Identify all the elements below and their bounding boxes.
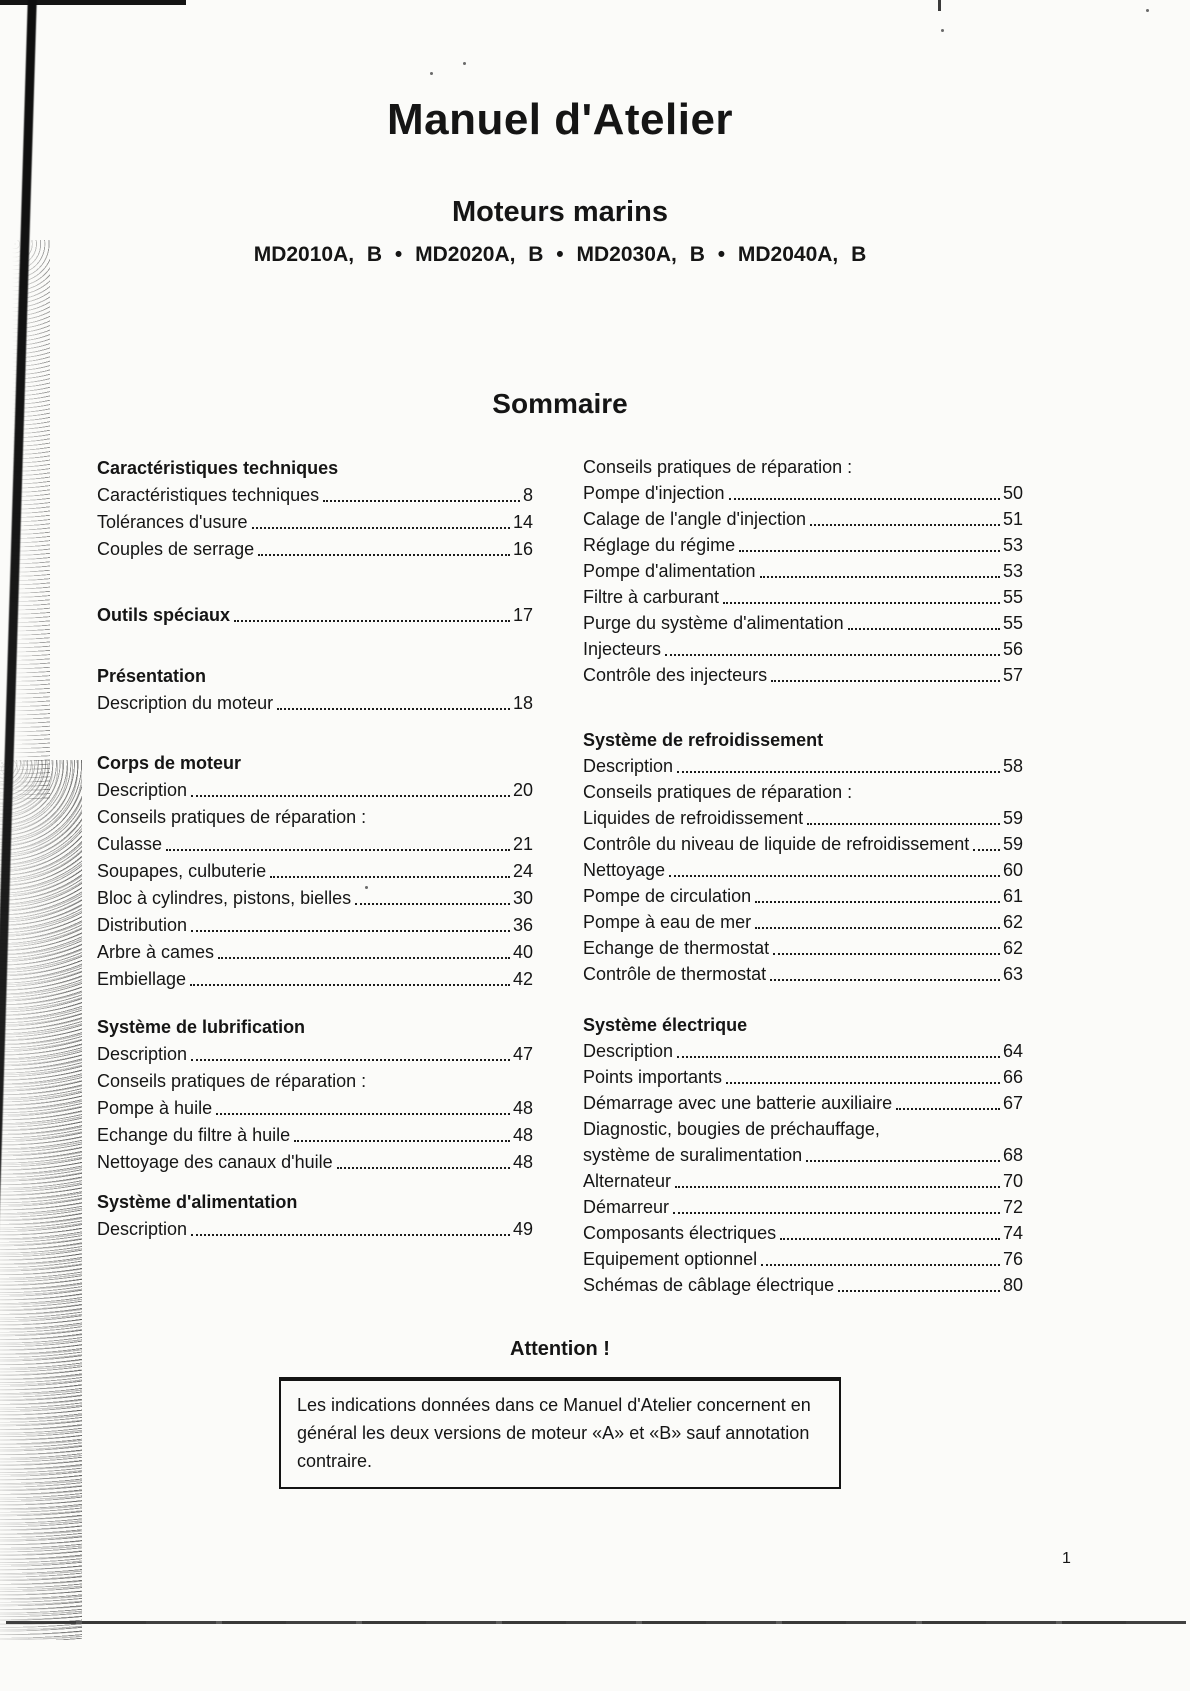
toc-title: Sommaire	[492, 388, 628, 419]
toc-entry-label: Conseils pratiques de réparation :	[97, 807, 367, 827]
toc-entry	[97, 936, 533, 963]
toc-entry-label: Alternateur	[583, 1171, 672, 1191]
toc-entry-page: 62	[1002, 938, 1023, 958]
toc-entry-page: 51	[1002, 509, 1023, 529]
toc-entry-page: 70	[1002, 1171, 1023, 1191]
toc-section-heading: Système de lubrification	[97, 1017, 306, 1037]
toc-entry	[583, 660, 1023, 686]
toc-section-heading: Système de refroidissement	[583, 730, 824, 750]
toc-section-heading: Caractéristiques techniques	[97, 458, 339, 478]
toc-entry-page: 48	[512, 1098, 533, 1118]
toc-entry	[583, 751, 1023, 777]
document-subtitle: Moteurs marins	[452, 196, 668, 228]
toc-entry-label: Diagnostic, bougies de préchauffage,	[583, 1119, 880, 1139]
toc-entry-label: Echange de thermostat	[583, 938, 770, 958]
toc-entry-label: Points importants	[583, 1067, 723, 1087]
toc-entry-page: 30	[512, 888, 533, 908]
toc-entry	[97, 963, 533, 990]
dot-leader	[723, 602, 1000, 604]
toc-entry	[583, 907, 1023, 933]
toc-entry	[583, 608, 1023, 634]
toc-entry-label: Contrôle du niveau de liquide de refroidissement	[583, 834, 970, 854]
toc-entry-page: 20	[512, 780, 533, 800]
toc-entry-page: 21	[512, 834, 533, 854]
dot-leader	[234, 620, 510, 622]
toc-entry	[583, 881, 1023, 907]
toc-entry-label: Liquides de refroidissement	[583, 808, 804, 828]
toc-entry-label: Description	[97, 1219, 188, 1239]
toc-entry	[583, 803, 1023, 829]
toc-section-heading: Corps de moteur	[97, 753, 242, 773]
dot-leader	[277, 708, 510, 710]
toc-entry-page: 60	[1002, 860, 1023, 880]
toc-entry-page: 48	[512, 1125, 533, 1145]
toc-entry-label: Pompe d'alimentation	[583, 561, 756, 581]
toc-entry-label: Tolérances d'usure	[97, 512, 248, 532]
toc-entry	[583, 504, 1023, 530]
toc-entry-label: Réglage du régime	[583, 535, 736, 555]
toc-entry-page: 76	[1002, 1249, 1023, 1269]
toc-entry-page: 68	[1002, 1145, 1023, 1165]
toc-column-left	[97, 452, 533, 1240]
toc-block	[97, 747, 533, 990]
toc-entry	[97, 801, 533, 828]
toc-block	[97, 1011, 533, 1173]
toc-entry	[97, 882, 533, 909]
toc-entry-label: Soupapes, culbuterie	[97, 861, 267, 881]
dot-leader	[973, 849, 1000, 851]
toc-entry	[583, 1244, 1023, 1270]
toc-entry-label: Conseils pratiques de réparation :	[97, 1071, 367, 1091]
toc-entry-label: Description	[583, 756, 674, 776]
scan-artifact-spine-line	[0, 0, 37, 1691]
toc-entry-page: 64	[1002, 1041, 1023, 1061]
toc-entry	[583, 478, 1023, 504]
toc-entry-label: Description du moteur	[97, 693, 274, 713]
toc-entry	[583, 1088, 1023, 1114]
toc-entry-page: 40	[512, 942, 533, 962]
toc-entry	[583, 777, 1023, 803]
toc-entry-label: Démarrage avec une batterie auxiliaire	[583, 1093, 893, 1113]
toc-entry-page: 50	[1002, 483, 1023, 503]
dot-leader	[270, 876, 510, 878]
toc-entry-label: Purge du système d'alimentation	[583, 613, 844, 633]
toc-entry	[583, 634, 1023, 660]
toc-entry-label: Equipement optionnel	[583, 1249, 758, 1269]
engine-model-list: MD2010A, B • MD2020A, B • MD2030A, B • MD2040A, B	[253, 243, 867, 266]
dot-leader	[665, 654, 1000, 656]
toc-block	[583, 725, 1023, 985]
toc-entry	[97, 479, 533, 506]
toc-entry	[97, 1038, 533, 1065]
toc-entry-page: 14	[512, 512, 533, 532]
scan-artifact-spine-speckle	[12, 240, 50, 800]
toc-entry-label: Echange du filtre à huile	[97, 1125, 291, 1145]
toc-column-right	[583, 452, 1023, 1296]
toc-entry	[97, 1213, 533, 1240]
toc-entry	[97, 506, 533, 533]
toc-entry-page: 36	[512, 915, 533, 935]
toc-entry-label: Injecteurs	[583, 639, 662, 659]
toc-section-heading: Système électrique	[583, 1015, 748, 1035]
toc-entry	[583, 556, 1023, 582]
toc-entry	[583, 829, 1023, 855]
toc-entry-page: 74	[1002, 1223, 1023, 1243]
page-number: 1	[1062, 1550, 1071, 1567]
dot-leader	[770, 979, 1000, 981]
document-header	[95, 96, 1025, 267]
toc-entry-page: 67	[1002, 1093, 1023, 1113]
toc-entry	[97, 909, 533, 936]
toc-entry-page: 80	[1002, 1275, 1023, 1295]
toc-entry-page: 24	[512, 861, 533, 881]
toc-entry-label: Conseils pratiques de réparation :	[583, 782, 853, 802]
toc-entry-label: Contrôle des injecteurs	[583, 665, 768, 685]
dot-leader	[191, 1234, 510, 1236]
scan-artifact-spine-speckle	[0, 760, 82, 1640]
dot-leader	[755, 927, 1000, 929]
toc-entry-label: Pompe à huile	[97, 1098, 213, 1118]
dot-leader	[780, 1238, 1000, 1240]
dot-leader	[669, 875, 1000, 877]
toc-block	[583, 1010, 1023, 1296]
toc-entry	[583, 452, 1023, 478]
toc-entry	[583, 1140, 1023, 1166]
toc-entry-page: 8	[522, 485, 533, 505]
dot-leader	[675, 1186, 1000, 1188]
toc-entry-label: Bloc à cylindres, pistons, bielles	[97, 888, 352, 908]
toc-entry	[97, 533, 533, 560]
toc-block	[97, 1186, 533, 1240]
toc-entry-page: 47	[512, 1044, 533, 1064]
dot-leader	[761, 1264, 1000, 1266]
dot-leader	[191, 1059, 510, 1061]
toc-entry-label: Embiellage	[97, 969, 187, 989]
toc-entry-label: Description	[97, 1044, 188, 1064]
toc-entry	[583, 1166, 1023, 1192]
attention-title: Attention !	[510, 1338, 610, 1360]
toc-entry-page: 42	[512, 969, 533, 989]
toc-entry-label: Calage de l'angle d'injection	[583, 509, 807, 529]
toc-entry-page: 56	[1002, 639, 1023, 659]
toc-entry	[583, 1192, 1023, 1218]
dot-leader	[806, 1160, 1000, 1162]
toc-entry	[97, 1065, 533, 1092]
toc-entry-page: 18	[512, 693, 533, 713]
toc-entry	[97, 1119, 533, 1146]
dot-leader	[191, 930, 510, 932]
toc-entry-page: 66	[1002, 1067, 1023, 1087]
toc-entry-label: Pompe à eau de mer	[583, 912, 752, 932]
dot-leader	[673, 1212, 1000, 1214]
toc-entry	[583, 933, 1023, 959]
toc-entry-label: Description	[97, 780, 188, 800]
toc-entry	[583, 1218, 1023, 1244]
dot-leader	[166, 849, 510, 851]
toc-entry	[97, 774, 533, 801]
scan-artifact-speck	[430, 72, 433, 75]
toc-entry-page: 16	[512, 539, 533, 559]
toc-block	[97, 660, 533, 714]
toc-entry	[97, 1092, 533, 1119]
toc-entry-page: 62	[1002, 912, 1023, 932]
toc-block	[583, 452, 1023, 686]
scan-artifact-top-bar	[0, 0, 186, 5]
toc-entry	[97, 599, 533, 626]
dot-leader	[807, 823, 1000, 825]
toc-entry	[583, 582, 1023, 608]
scan-artifact-speck	[1146, 9, 1149, 12]
toc-entry-page: 55	[1002, 613, 1023, 633]
toc-entry-label: Pompe de circulation	[583, 886, 752, 906]
dot-leader	[252, 527, 510, 529]
toc-entry-label: Pompe d'injection	[583, 483, 725, 503]
toc-entry	[583, 959, 1023, 985]
toc-entry-page: 61	[1002, 886, 1023, 906]
toc-entry-label: Contrôle de thermostat	[583, 964, 767, 984]
toc-entry-label: Filtre à carburant	[583, 587, 720, 607]
dot-leader	[337, 1167, 510, 1169]
dot-leader	[323, 500, 520, 502]
dot-leader	[258, 554, 510, 556]
dot-leader	[191, 795, 510, 797]
toc-entry-label: Description	[583, 1041, 674, 1061]
page-title: Manuel d'Atelier	[386, 95, 734, 144]
toc-block	[97, 599, 533, 626]
dot-leader	[810, 524, 1000, 526]
dot-leader	[896, 1108, 1000, 1110]
toc-block	[97, 452, 533, 560]
toc-entry-page: 72	[1002, 1197, 1023, 1217]
toc-entry	[583, 1114, 1023, 1140]
toc-entry-page: 59	[1002, 808, 1023, 828]
toc-entry-label: Culasse	[97, 834, 163, 854]
dot-leader	[755, 901, 1000, 903]
toc-entry	[583, 855, 1023, 881]
toc-entry	[97, 855, 533, 882]
toc-entry	[97, 687, 533, 714]
dot-leader	[739, 550, 1000, 552]
dot-leader	[190, 984, 510, 986]
toc-entry-label: Caractéristiques techniques	[97, 485, 320, 505]
dot-leader	[355, 903, 510, 905]
toc-entry-page: 59	[1002, 834, 1023, 854]
toc-entry-label: Outils spéciaux	[97, 605, 231, 625]
toc-entry	[97, 1146, 533, 1173]
toc-entry-page: 58	[1002, 756, 1023, 776]
attention-text: Les indications données dans ce Manuel d'Atelier concernent en général les deux versions de moteur «A» et «B» sauf annotation contraire.	[297, 1395, 811, 1471]
toc-entry-page: 55	[1002, 587, 1023, 607]
scan-artifact-bottom-line	[6, 1621, 1186, 1624]
toc-entry-label: Démarreur	[583, 1197, 670, 1217]
dot-leader	[771, 680, 1000, 682]
toc-entry	[583, 530, 1023, 556]
scan-artifact-speck	[463, 62, 466, 65]
toc-entry	[97, 828, 533, 855]
toc-entry-label: Composants électriques	[583, 1223, 777, 1243]
toc-section-heading: Présentation	[97, 666, 207, 686]
attention-box	[279, 1377, 841, 1489]
toc-entry-page: 57	[1002, 665, 1023, 685]
toc-entry-label: Arbre à cames	[97, 942, 215, 962]
toc-entry-page: 63	[1002, 964, 1023, 984]
toc-entry-label: Couples de serrage	[97, 539, 255, 559]
dot-leader	[773, 953, 1000, 955]
toc-entry-label: Schémas de câblage électrique	[583, 1275, 835, 1295]
dot-leader	[726, 1082, 1000, 1084]
toc-entry-page: 48	[512, 1152, 533, 1172]
scan-artifact-speck	[941, 29, 944, 32]
dot-leader	[760, 576, 1000, 578]
dot-leader	[218, 957, 510, 959]
toc-entry	[583, 1062, 1023, 1088]
dot-leader	[216, 1113, 510, 1115]
toc-entry-page: 53	[1002, 535, 1023, 555]
dot-leader	[677, 1056, 1000, 1058]
toc-section-heading: Système d'alimentation	[97, 1192, 298, 1212]
scan-artifact-tick	[938, 0, 941, 11]
dot-leader	[294, 1140, 510, 1142]
dot-leader	[838, 1290, 1000, 1292]
toc-entry-label: Nettoyage des canaux d'huile	[97, 1152, 333, 1172]
toc-entry-page: 49	[512, 1219, 533, 1239]
toc-entry-label: Distribution	[97, 915, 188, 935]
dot-leader	[848, 628, 1000, 630]
dot-leader	[677, 771, 1000, 773]
toc-entry	[583, 1036, 1023, 1062]
toc-entry-page: 53	[1002, 561, 1023, 581]
toc-entry-label: système de suralimentation	[583, 1145, 803, 1165]
toc-entry-page: 17	[512, 605, 533, 625]
toc-entry-label: Nettoyage	[583, 860, 666, 880]
toc-entry	[583, 1270, 1023, 1296]
dot-leader	[729, 498, 1000, 500]
attention-section	[95, 1338, 1025, 1489]
toc-entry-label: Conseils pratiques de réparation :	[583, 457, 853, 477]
